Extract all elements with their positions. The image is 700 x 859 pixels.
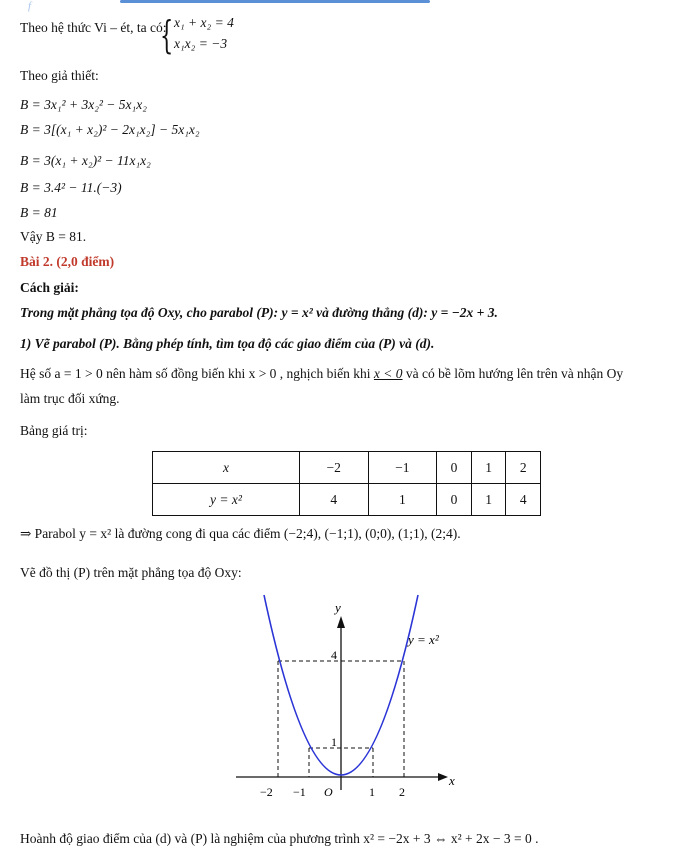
table-cell: 1 — [471, 452, 506, 484]
vieta-eq2: x₁x₂ = −3 — [174, 36, 228, 51]
header-decoration — [0, 0, 700, 12]
para-condition: x < 0 — [373, 366, 403, 381]
table-cell: 0 — [437, 452, 472, 484]
step-4: B = 3.4² − 11.(−3) — [20, 180, 122, 195]
table-cell: 4 — [506, 484, 541, 516]
y-axis-label: y — [335, 600, 341, 615]
y-axis-arrow — [337, 616, 345, 628]
step-2: B = 3[(x₁ + x₂)² − 2x₁x₂] − 5x₁x₂ — [20, 122, 200, 137]
method-label: Cách giải: — [20, 280, 79, 295]
table-cell: 0 — [437, 484, 472, 516]
tick-label-y1: 1 — [331, 735, 337, 749]
para-part-a: Hệ số a = 1 > 0 nên hàm số đồng biến khi x > 0 , nghịch biến khi — [20, 366, 374, 381]
table-cell: 2 — [506, 452, 541, 484]
tick-label-x2: 2 — [399, 785, 405, 799]
draw-instruction: Vẽ đồ thị (P) trên mặt phẳng tọa độ Oxy: — [20, 565, 242, 580]
table-cell: y = x² — [153, 484, 300, 516]
step-1: B = 3x₁² + 3x₂² − 5x₁x₂ — [20, 97, 147, 112]
final-equation-line: Hoành độ giao điểm của (d) và (P) là nghiệm của phương trình x² = −2x + 3 ⇔ x² + 2x − 3 = 0 . — [20, 831, 539, 846]
x-axis-label: x — [449, 773, 455, 788]
watermark-logo: f — [28, 0, 32, 12]
table-cell: x — [153, 452, 300, 484]
brace-symbol: { — [160, 13, 174, 57]
para-part-c: làm trục đối xứng. — [20, 391, 120, 406]
parabola-points-line: ⇒ Parabol y = x² là đường cong đi qua các điểm (−2;4), (−1;1), (0;0), (1;1), (2;4). — [20, 526, 461, 541]
vieta-eq1: x₁ + x₂ = 4 — [174, 15, 234, 30]
table-cell: 4 — [299, 484, 368, 516]
conclusion: Vậy B = 81. — [20, 229, 87, 244]
vieta-prefix: Theo hệ thức Vi – ét, ta có: — [20, 20, 167, 35]
origin-label: O — [324, 785, 333, 799]
x-axis-arrow — [438, 773, 448, 781]
table-cell: −1 — [368, 452, 437, 484]
table-label: Bảng giá trị: — [20, 423, 88, 438]
part1-title: 1) Vẽ parabol (P). Bằng phép tính, tìm tọa độ các giao điểm của (P) và (d). — [20, 336, 435, 351]
step-5: B = 81 — [20, 205, 58, 220]
table-row — [153, 484, 541, 516]
table-cell: −2 — [299, 452, 368, 484]
value-table — [152, 451, 541, 516]
parabola-graph — [220, 590, 460, 805]
table-cell: 1 — [471, 484, 506, 516]
vieta-system — [160, 14, 260, 58]
assumption-label: Theo giả thiết: — [20, 68, 99, 83]
tick-label-x1: 1 — [369, 785, 375, 799]
tick-label-x-neg2: −2 — [260, 785, 273, 799]
coefficient-paragraph — [20, 366, 623, 382]
tick-label-x-neg1: −1 — [293, 785, 306, 799]
problem-statement: Trong mặt phẳng tọa độ Oxy, cho parabol (P): y = x² và đường thẳng (d): y = −2x + 3. — [20, 305, 498, 320]
header-bar — [120, 0, 430, 3]
step-3: B = 3(x₁ + x₂)² − 11x₁x₂ — [20, 153, 151, 168]
problem-title: Bài 2. (2,0 điểm) — [20, 254, 115, 269]
table-cell: 1 — [368, 484, 437, 516]
tick-label-y4: 4 — [331, 648, 337, 662]
para-part-b: và có bề lõm hướng lên trên và nhận Oy — [402, 366, 624, 381]
curve-label: y = x² — [408, 632, 439, 647]
table-row — [153, 452, 541, 484]
